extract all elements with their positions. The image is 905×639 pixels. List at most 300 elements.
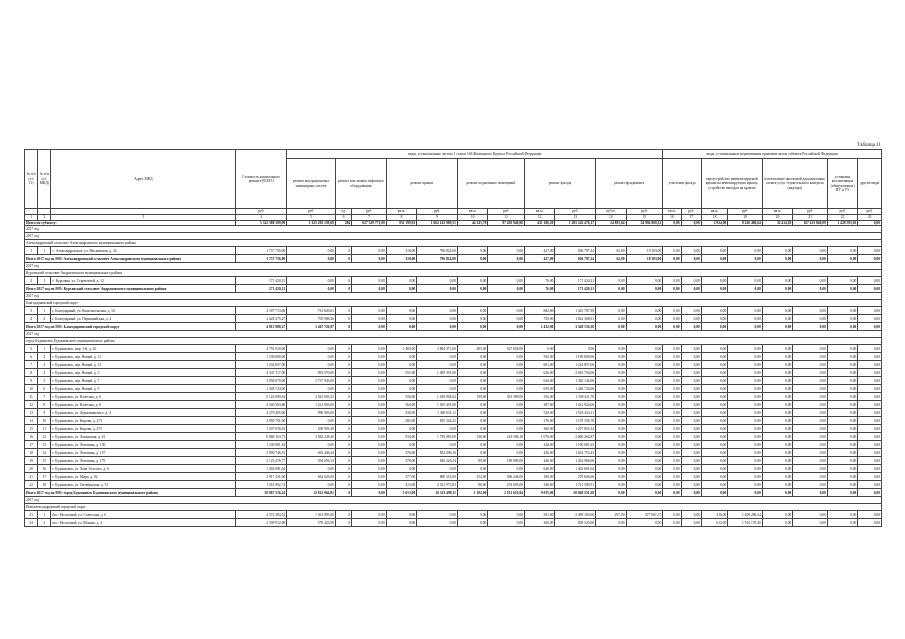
- subtotal-value-cell: 0,00: [596, 489, 626, 497]
- unit-cell: кв.м.: [457, 209, 487, 215]
- subtotal-value-cell: 0,00: [352, 323, 387, 331]
- row-value-cell: 180,00: [524, 473, 554, 481]
- row-value-cell: 0,00: [793, 393, 828, 401]
- row-value-cell: 2 331 973,83: [417, 481, 458, 489]
- row-value-cell: 852 296,16: [417, 449, 458, 457]
- subtotal-value-cell: 0,00: [488, 323, 525, 331]
- row-value-cell: 644,00: [524, 377, 554, 385]
- row-value-cell: 0,00: [488, 449, 525, 457]
- row-mkd-number: 13: [38, 441, 51, 449]
- row-number: 8: [25, 369, 38, 377]
- row-value-cell: 330,00: [386, 409, 416, 417]
- table-row: [25, 519, 882, 527]
- row-value-cell: 0,00: [827, 465, 857, 473]
- subtotal-row: [25, 489, 882, 497]
- row-value-cell: 0,00: [457, 409, 487, 417]
- row-value-cell: 0,00: [488, 361, 525, 369]
- row-mkd-number: 17: [38, 473, 51, 481]
- row-value-cell: 0,00: [728, 449, 763, 457]
- row-value-cell: 0,00: [663, 315, 681, 323]
- table-row: [25, 361, 882, 369]
- row-value-cell: 0,00: [596, 277, 626, 285]
- row-value-cell: 0,00: [626, 345, 663, 353]
- row-value-cell: 570 423,00: [287, 519, 336, 527]
- row-value-cell: 0,00: [681, 519, 701, 527]
- subtotal-value-cell: 0,00: [793, 489, 828, 497]
- col-basement: ремонт подвальных помещений: [457, 159, 524, 209]
- row-value-cell: 0,00: [417, 277, 458, 285]
- row-value-cell: 0: [335, 511, 351, 519]
- row-value-cell: 0,00: [488, 369, 525, 377]
- row-value-cell: 0,00: [858, 369, 882, 377]
- row-value-cell: 0,00: [793, 481, 828, 489]
- row-value-cell: 0,00: [681, 425, 701, 433]
- row-value-cell: 76,00: [524, 277, 554, 285]
- unit-cell: кв.м.: [762, 209, 792, 215]
- row-value-cell: 0,00: [681, 409, 701, 417]
- row-value-cell: 152,00: [457, 473, 487, 481]
- subtotal-value-cell: 1 102,00: [457, 489, 487, 497]
- row-value-cell: 1 534 170,40: [728, 519, 763, 527]
- row-value-cell: 0,00: [728, 377, 763, 385]
- row-value-cell: 0,00: [827, 401, 857, 409]
- row-value-cell: 1 100 081,63: [555, 441, 596, 449]
- row-address: г. Буденновск, мкр. 1-й, д. 20: [51, 345, 236, 353]
- row-value-cell: 0,00: [287, 481, 336, 489]
- row-value-cell: 0,00: [596, 481, 626, 489]
- total-value-cell: 167 413 840,09: [793, 221, 828, 226]
- column-index-cell: 16: [663, 215, 681, 221]
- row-value-cell: 2 043 756,00: [555, 369, 596, 377]
- row-value-cell: 0,00: [793, 361, 828, 369]
- row-value-cell: 0,00: [488, 465, 525, 473]
- row-value-cell: 0,00: [417, 441, 458, 449]
- row-number: 5: [25, 345, 38, 353]
- row-value-cell: 0: [335, 441, 351, 449]
- row-mkd-number: 1: [38, 277, 51, 285]
- subtotal-value-cell: 4 815 988,27: [236, 323, 287, 331]
- row-value-cell: 0,00: [287, 441, 336, 449]
- row-value-cell: 0,00: [417, 315, 458, 323]
- total-value-cell: 2 924,00: [701, 221, 727, 226]
- subtotal-value-cell: 0,00: [488, 255, 525, 263]
- subtotal-value-cell: 0,00: [858, 323, 882, 331]
- row-value-cell: 0,00: [417, 377, 458, 385]
- row-address: пос. Рассыпной, ул. Советская, д. 6: [51, 511, 236, 519]
- table-row: [25, 449, 882, 457]
- row-value-cell: 601,00: [524, 361, 554, 369]
- row-value-cell: 0,00: [287, 353, 336, 361]
- row-mkd-number: 6: [38, 385, 51, 393]
- capital-repair-table: [24, 149, 882, 527]
- row-value-cell: 0,00: [762, 247, 792, 255]
- row-value-cell: 0,00: [287, 417, 336, 425]
- row-value-cell: 0,00: [386, 511, 416, 519]
- row-address: г. Буденновск, ул. Лопатина, д. 157: [51, 449, 236, 457]
- row-value-cell: 0,00: [352, 277, 387, 285]
- row-value-cell: 0,00: [827, 519, 857, 527]
- total-value-cell: 627 329 771,00: [352, 221, 387, 226]
- subtotal-value-cell: 0,00: [827, 285, 857, 293]
- row-mkd-number: 7: [38, 393, 51, 401]
- row-value-cell: 0,00: [386, 465, 416, 473]
- row-value-cell: 0,00: [827, 433, 857, 441]
- row-value-cell: 1 507 056,83: [236, 425, 287, 433]
- row-value-cell: 0,00: [663, 409, 681, 417]
- row-number: 18: [25, 449, 38, 457]
- row-address: г. Буденновск, ул. Державинского, д. 4: [51, 409, 236, 417]
- row-value-cell: 551,00: [386, 369, 416, 377]
- subtotal-value-cell: 0,00: [596, 323, 626, 331]
- row-value-cell: 0,00: [417, 519, 458, 527]
- row-number: 16: [25, 433, 38, 441]
- row-number: 1: [25, 247, 38, 255]
- row-number: 23: [25, 511, 38, 519]
- row-value-cell: 0,00: [728, 247, 763, 255]
- row-value-cell: 346,00: [524, 481, 554, 489]
- row-value-cell: 0,00: [728, 417, 763, 425]
- table-row: [25, 345, 882, 353]
- row-value-cell: 0,00: [701, 369, 727, 377]
- row-value-cell: 0,00: [701, 315, 727, 323]
- row-value-cell: 0,00: [827, 481, 857, 489]
- row-value-cell: 0,00: [457, 417, 487, 425]
- row-value-cell: 0,00: [663, 433, 681, 441]
- row-value-cell: 0: [335, 361, 351, 369]
- row-value-cell: 0,00: [417, 511, 458, 519]
- row-value-cell: 0,00: [762, 361, 792, 369]
- row-value-cell: 4 791 020,00: [236, 345, 287, 353]
- row-value-cell: 0,00: [386, 307, 416, 315]
- row-value-cell: 0,00: [681, 441, 701, 449]
- year-label: 2017 год: [25, 233, 882, 240]
- subtotal-value-cell: 0,00: [488, 285, 525, 293]
- row-value-cell: 0,00: [701, 457, 727, 465]
- column-index-cell: 22: [827, 215, 857, 221]
- row-value-cell: 1 209 286,24: [728, 511, 763, 519]
- row-value-cell: 0,00: [762, 377, 792, 385]
- subtotal-value-cell: 76,00: [524, 285, 554, 293]
- row-value-cell: 0,00: [728, 345, 763, 353]
- row-value-cell: 5 122 890,63: [236, 393, 287, 401]
- row-value-cell: 364,00: [386, 401, 416, 409]
- row-value-cell: 0,00: [701, 449, 727, 457]
- row-value-cell: 0: [335, 385, 351, 393]
- row-value-cell: 136,00: [457, 433, 487, 441]
- subtotal-value-cell: 0,00: [663, 285, 681, 293]
- row-number: 22: [25, 481, 38, 489]
- row-value-cell: 0,00: [793, 385, 828, 393]
- subtotal-value-cell: 0,00: [626, 323, 663, 331]
- row-value-cell: 0,00: [663, 417, 681, 425]
- row-value-cell: 0,00: [858, 465, 882, 473]
- row-value-cell: 4 270 405,00: [236, 409, 287, 417]
- row-value-cell: 0,00: [596, 417, 626, 425]
- row-value-cell: 0,00: [287, 361, 336, 369]
- year-row: [25, 263, 882, 270]
- row-value-cell: 0: [335, 473, 351, 481]
- row-value-cell: 0,00: [352, 369, 387, 377]
- table-row: [25, 473, 882, 481]
- row-value-cell: 0: [335, 449, 351, 457]
- row-value-cell: 0,00: [762, 307, 792, 315]
- row-value-cell: 0,00: [827, 511, 857, 519]
- row-value-cell: 0,00: [858, 511, 882, 519]
- row-value-cell: 0,00: [701, 417, 727, 425]
- row-value-cell: 0,00: [352, 433, 387, 441]
- row-value-cell: 0,00: [352, 425, 387, 433]
- row-value-cell: 0,00: [488, 307, 525, 315]
- row-value-cell: 0,00: [858, 481, 882, 489]
- row-value-cell: 0,00: [663, 465, 681, 473]
- row-value-cell: 0,00: [596, 441, 626, 449]
- row-value-cell: 0: [335, 345, 351, 353]
- row-value-cell: 0,00: [352, 473, 387, 481]
- row-value-cell: 0,00: [701, 441, 727, 449]
- col-roof: ремонт крыши: [386, 159, 457, 209]
- row-value-cell: 0,00: [728, 277, 763, 285]
- row-value-cell: 613,00: [701, 519, 727, 527]
- col-num-mkd: № п/п (с/с МКД): [38, 150, 51, 209]
- row-value-cell: 0,00: [663, 369, 681, 377]
- row-value-cell: 2 599 912,00: [236, 519, 287, 527]
- row-value-cell: 0,00: [793, 441, 828, 449]
- row-value-cell: 0,00: [728, 315, 763, 323]
- row-value-cell: 0,00: [728, 425, 763, 433]
- row-value-cell: 0,00: [793, 307, 828, 315]
- subtotal-value-cell: 9 035,00: [524, 489, 554, 497]
- row-value-cell: 0,00: [793, 277, 828, 285]
- total-value-cell: 97 430 940,06: [488, 221, 525, 226]
- municipality-label: Александровский сельсовет Александровского муниципального района: [25, 240, 882, 247]
- row-value-cell: 0,00: [858, 353, 882, 361]
- row-value-cell: 520,00: [524, 409, 554, 417]
- column-index-cell: 13: [555, 215, 596, 221]
- subtotal-value-cell: 0,00: [701, 255, 727, 263]
- row-value-cell: 880 353,00: [417, 473, 458, 481]
- unit-cell: кв.м.: [386, 209, 416, 215]
- row-value-cell: 1 741 399,51: [555, 481, 596, 489]
- row-value-cell: 0,00: [663, 457, 681, 465]
- row-value-cell: 0,00: [728, 473, 763, 481]
- unit-cell: кв.м.: [524, 209, 554, 215]
- subtotal-value-cell: 62,00: [596, 255, 626, 263]
- total-value-cell: 284: [335, 221, 351, 226]
- row-value-cell: 0,00: [701, 377, 727, 385]
- subtotal-value-cell: 0,00: [626, 285, 663, 293]
- row-value-cell: 0,00: [858, 315, 882, 323]
- row-value-cell: 0,00: [417, 385, 458, 393]
- column-index-cell: 11: [488, 215, 525, 221]
- row-value-cell: 0,00: [386, 315, 416, 323]
- subtotal-value-cell: 0,00: [793, 255, 828, 263]
- row-value-cell: 0,00: [352, 377, 387, 385]
- row-value-cell: 0,00: [701, 277, 727, 285]
- row-value-cell: 0,00: [626, 307, 663, 315]
- row-address: с. Александровское, ул. Московская, д. 34: [51, 247, 236, 255]
- subtotal-value-cell: 0,00: [681, 489, 701, 497]
- row-value-cell: 0,00: [858, 247, 882, 255]
- year-row: [25, 233, 882, 240]
- unit-cell: руб.: [236, 209, 287, 215]
- row-value-cell: 990 903,00: [287, 409, 336, 417]
- total-value-cell: 0,00: [858, 221, 882, 226]
- row-value-cell: 0,00: [457, 307, 487, 315]
- row-value-cell: 0,00: [681, 473, 701, 481]
- municipality-label: Курсавский сельсовет Андроповского муниципального района: [25, 270, 882, 277]
- row-value-cell: 0,00: [793, 519, 828, 527]
- row-value-cell: 926 797,24: [555, 247, 596, 255]
- municipality-label: Благодарненский городской округ: [25, 300, 882, 307]
- table-row: [25, 417, 882, 425]
- row-value-cell: 0,00: [701, 409, 727, 417]
- row-value-cell: 0,00: [858, 441, 882, 449]
- row-value-cell: 420,00: [524, 441, 554, 449]
- unit-cell: руб.: [858, 209, 882, 215]
- row-value-cell: 377,00: [386, 473, 416, 481]
- subtotal-value-cell: 0,00: [663, 323, 681, 331]
- col-insulation: утепление фасада: [663, 159, 702, 209]
- subtotal-value-cell: 171 420,21: [236, 285, 287, 293]
- row-value-cell: 0,00: [663, 425, 681, 433]
- row-value-cell: 0,00: [827, 473, 857, 481]
- row-address: г. Буденновск, ул. Взлетная, д. 8: [51, 401, 236, 409]
- row-value-cell: 0,00: [762, 409, 792, 417]
- col-flat-roof: переустройство невентилируемой крыши на вентилируемую крышу, устройство выходов на кровлю: [701, 159, 762, 209]
- col-num-short: № п/п (с/с 11): [25, 150, 38, 209]
- row-value-cell: 0,00: [827, 409, 857, 417]
- row-value-cell: 0,00: [827, 385, 857, 393]
- row-value-cell: 0,00: [596, 315, 626, 323]
- table-row: [25, 377, 882, 385]
- group-left-header: виды, установленные частью 1 статьи 166 Жилищного Кодекса Российской Федерации: [287, 150, 663, 159]
- row-value-cell: 0,00: [858, 277, 882, 285]
- row-value-cell: 0,00: [793, 369, 828, 377]
- subtotal-value-cell: 0,00: [701, 489, 727, 497]
- row-value-cell: 626,00: [524, 369, 554, 377]
- row-value-cell: 0,00: [793, 401, 828, 409]
- row-mkd-number: 15: [38, 457, 51, 465]
- row-value-cell: 1 448 724,00: [236, 385, 287, 393]
- table-row: [25, 425, 882, 433]
- row-value-cell: 0,00: [596, 401, 626, 409]
- row-value-cell: 0,00: [663, 401, 681, 409]
- subtotal-value-cell: 0: [335, 489, 351, 497]
- subtotal-value-cell: 0,00: [457, 323, 487, 331]
- row-value-cell: 3 123 476,77: [236, 457, 287, 465]
- row-number: 15: [25, 425, 38, 433]
- row-value-cell: 169 809,00: [488, 457, 525, 465]
- row-value-cell: 0,00: [681, 401, 701, 409]
- row-address: г. Буденновск, ул. Льва Толстого, д. 6: [51, 465, 236, 473]
- subtotal-value-cell: 0,00: [858, 489, 882, 497]
- subtotal-value-cell: 0,00: [352, 285, 387, 293]
- row-value-cell: 0,00: [762, 315, 792, 323]
- subtotal-value-cell: 0,00: [663, 489, 681, 497]
- row-value-cell: 0,00: [596, 385, 626, 393]
- grand-total-label: Итого по субъекту:: [25, 221, 236, 226]
- row-address: г. Буденновск, ул. Октябрьская, д. 51: [51, 481, 236, 489]
- row-value-cell: 0,00: [663, 449, 681, 457]
- row-address: г. Буденновск, пер. Новый, д. 7: [51, 377, 236, 385]
- row-value-cell: 0,00: [352, 345, 387, 353]
- row-value-cell: 1 402 681,64: [236, 465, 287, 473]
- column-index-cell: 20: [762, 215, 792, 221]
- row-value-cell: 0,00: [626, 449, 663, 457]
- total-value-cell: 5 322 388 309,09: [236, 221, 287, 226]
- row-value-cell: 1 320 126,00: [555, 377, 596, 385]
- row-value-cell: 378,00: [386, 457, 416, 465]
- row-value-cell: 0,00: [827, 345, 857, 353]
- row-value-cell: 0,00: [352, 393, 387, 401]
- row-value-cell: 591,00: [524, 511, 554, 519]
- row-value-cell: 2 187 713,00: [236, 307, 287, 315]
- row-address: г. Благодарный, ул. Комсомольская, д. 54: [51, 307, 236, 315]
- row-value-cell: 0,00: [626, 425, 663, 433]
- row-mkd-number: 9: [38, 409, 51, 417]
- row-value-cell: 0,00: [488, 409, 525, 417]
- row-value-cell: 1 261 092,74: [236, 481, 287, 489]
- row-value-cell: 0,00: [626, 369, 663, 377]
- row-value-cell: 0,00: [457, 511, 487, 519]
- subtotal-value-cell: 0,00: [701, 323, 727, 331]
- row-value-cell: 0,00: [793, 377, 828, 385]
- total-value-cell: 32 414,20: [762, 221, 792, 226]
- row-value-cell: 0,00: [858, 409, 882, 417]
- row-value-cell: 0,00: [596, 377, 626, 385]
- total-value-cell: 1 428 593,03: [827, 221, 857, 226]
- row-value-cell: 0,00: [596, 353, 626, 361]
- row-value-cell: 0,00: [663, 247, 681, 255]
- row-value-cell: 0,00: [701, 433, 727, 441]
- row-value-cell: 0,00: [488, 511, 525, 519]
- total-value-cell: 8 226 406,64: [728, 221, 763, 226]
- row-value-cell: 0,00: [827, 353, 857, 361]
- row-value-cell: 592,00: [524, 353, 554, 361]
- subtotal-value-cell: 16 313 498,11: [417, 489, 458, 497]
- row-value-cell: 0,00: [681, 315, 701, 323]
- row-value-cell: 1 195 356,78: [555, 417, 596, 425]
- row-value-cell: 0: [335, 433, 351, 441]
- total-value-cell: 1 205 243 476,17: [555, 221, 596, 226]
- total-value-cell: 0,00: [663, 221, 681, 226]
- row-value-cell: 0,00: [827, 307, 857, 315]
- row-value-cell: 0,00: [858, 393, 882, 401]
- row-value-cell: 1 459 094,62: [417, 393, 458, 401]
- row-value-cell: 0,00: [858, 385, 882, 393]
- row-address: г. Буденновск, ул. Лопатина, д. 150: [51, 441, 236, 449]
- row-value-cell: 761 820,61: [287, 307, 336, 315]
- row-value-cell: 0,00: [457, 441, 487, 449]
- row-value-cell: 1 297 063,34: [555, 425, 596, 433]
- column-index-cell: 15: [626, 215, 663, 221]
- unit-cell: руб.: [555, 209, 596, 215]
- row-address: г. Буденновск, ул. Кирова, д. 275: [51, 425, 236, 433]
- row-value-cell: 0,00: [663, 393, 681, 401]
- row-value-cell: 0,00: [352, 247, 387, 255]
- year-row: [25, 226, 882, 233]
- row-value-cell: 0,00: [827, 393, 857, 401]
- row-value-cell: 0,00: [352, 315, 387, 323]
- row-value-cell: 0,00: [701, 307, 727, 315]
- row-value-cell: 0,00: [488, 247, 525, 255]
- row-value-cell: 0,00: [762, 393, 792, 401]
- row-value-cell: 1 190 680,00: [555, 353, 596, 361]
- subtotal-value-cell: 3 348 156,30: [555, 323, 596, 331]
- row-value-cell: 0: [335, 401, 351, 409]
- year-label: 2017 год: [25, 263, 882, 270]
- row-value-cell: 4 347 117,00: [236, 369, 287, 377]
